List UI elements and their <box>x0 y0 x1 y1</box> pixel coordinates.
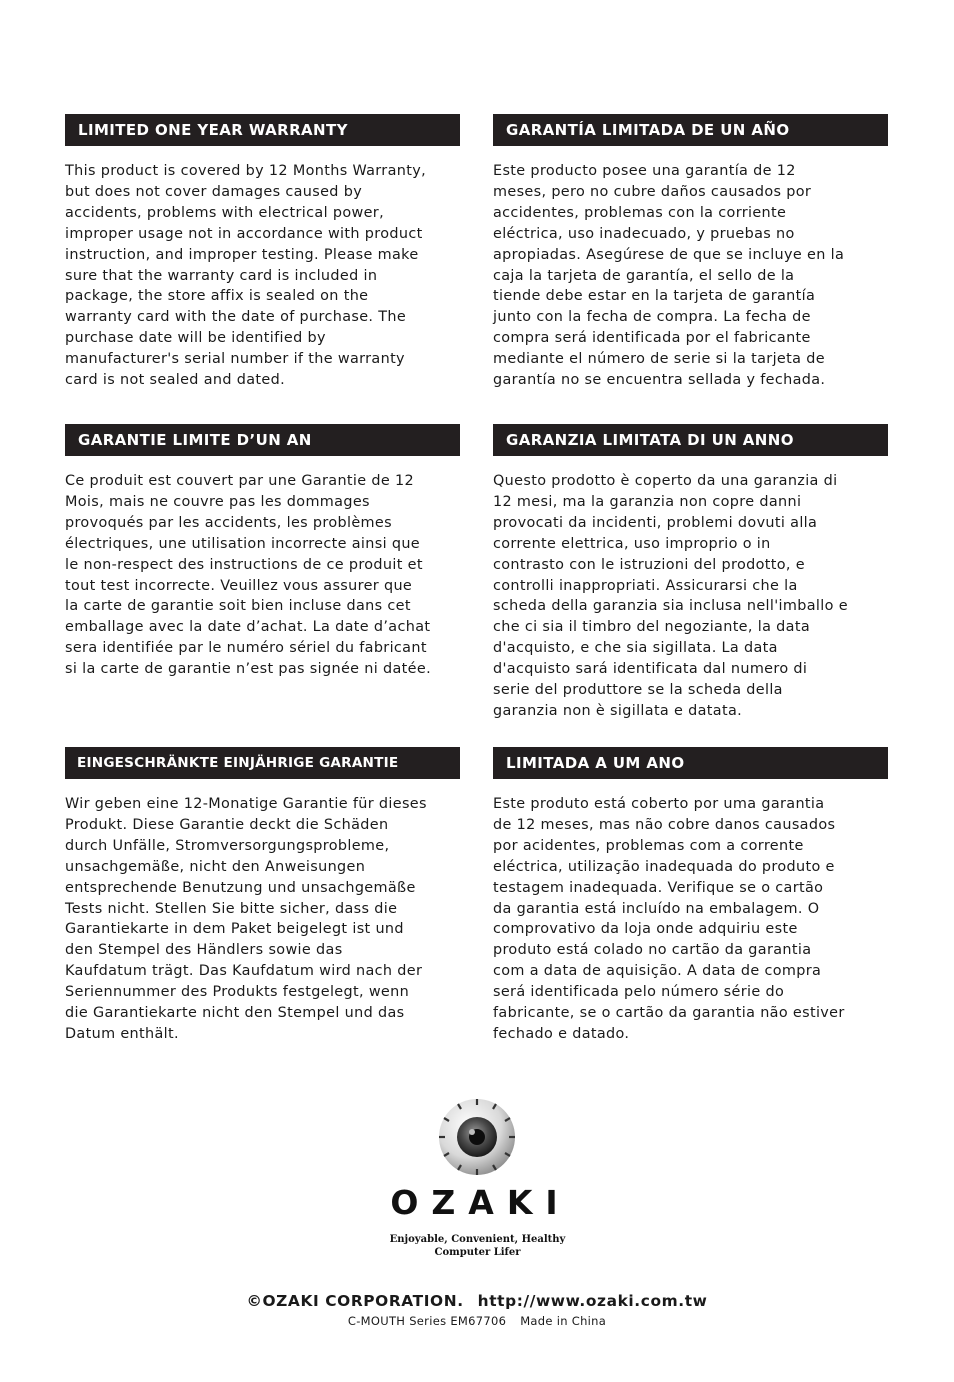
section-body-text: Ce produit est couvert par une Garantie de 12 Mois, mais ne couvre pas les dommages provoqués par les accidents, les problèmes électriques, une utilisation incorrecte ainsi que le non-respect des instructions de ce produit et tout test incorrecte. Veuillez vous assurer que la carte de garantie soit bien incluse dans cet emballage avec la date d’achat. La date d’achat sera identifiée par le numéro sériel du fabricant si la carte de garantie n’est pas signée ni datée. <box>65 473 432 678</box>
section-heading: EINGESCHRÄNKTE EINJÄHRIGE GARANTIE <box>65 747 460 779</box>
eye-clock-icon <box>435 1095 519 1179</box>
warranty-section-pt <box>493 747 888 1045</box>
website-link[interactable]: http://www.ozaki.com.tw <box>477 1292 708 1310</box>
section-heading: GARANTIE LIMITE D’UN AN <box>65 424 460 456</box>
copyright-line <box>0 1292 954 1310</box>
section-heading: LIMITADA A UM ANO <box>493 747 888 779</box>
warranty-section-de <box>65 747 460 1045</box>
warranty-section-en <box>65 114 460 391</box>
made-in-text: Made in China <box>520 1314 607 1328</box>
warranty-section-it <box>493 424 888 722</box>
tagline-line-1: Enjoyable, Convenient, Healthy <box>389 1234 566 1245</box>
warranty-section-fr <box>65 424 460 680</box>
section-heading: LIMITED ONE YEAR WARRANTY <box>65 114 460 146</box>
section-heading: GARANZIA LIMITATA DI UN ANNO <box>493 424 888 456</box>
section-body-text: Este producto posee una garantía de 12 meses, pero no cubre daños causados por accidentes, problemas con la corriente eléctrica, uso inadecuado, y pruebas no apropiadas. Asegúrese de que se incluye en la caja la tarjeta de garantía, el sello de la tiende debe estar en la tarjeta de garantía junto con la fecha de compra. La fecha de compra será identificada por el fabricante mediante el número de serie si la tarjeta de garantía no se encuentra sellada y fechada. <box>493 163 845 389</box>
section-body-text: Questo prodotto è coperto da una garanzia di 12 mesi, ma la garanzia non copre danni provocati da incidenti, problemi dovuti alla corrente elettrica, uso improprio o in contrasto con le istruzioni del prodotto, e controlli inappropriati. Assicurarsi che la scheda della garanzia sia inclusa nell'imballo e che ci sia il timbro del negoziante, la data d'acquisto, e che sia sigillata. La data d'acquisto sará identificata dal numero di serie del produttore se la scheda della garanzia non è sigillata e datata. <box>493 473 848 719</box>
ozaki-logo <box>380 1095 575 1270</box>
product-info-line <box>0 1314 954 1328</box>
tagline-line-2: Computer Lifer <box>434 1246 521 1258</box>
section-heading: GARANTÍA LIMITADA DE UN AÑO <box>493 114 888 146</box>
brand-name: OZAKI <box>390 1183 571 1222</box>
section-body-text: Este produto está coberto por uma garantia de 12 meses, mas não cobre danos causados por acidentes, problemas com a corrente eléctrica, utilização inadequada do produto e testagem inadequada. Verifique se o cartão da garantia está incluído na embalagem. O comprovativo da loja onde adquiriu este produto está colado no cartão da garantia com a data de aquisição. A data de compra será identificada pelo número série do fabricante, se o cartão da garantia não estiver fechado e datado. <box>493 796 845 1042</box>
section-body-text: This product is covered by 12 Months Warranty, but does not cover damages caused by accidents, problems with electrical power, improper usage not in accordance with product instruction, and improper testing. Please make sure that the warranty card is included in package, the store affix is sealed on the warranty card with the date of purchase. The purchase date will be identified by manufacturer's serial number if the warranty card is not sealed and dated. <box>65 163 426 389</box>
series-text: C-MOUTH Series EM67706 <box>347 1314 507 1328</box>
warranty-section-es <box>493 114 888 391</box>
brand-tagline <box>380 1234 575 1259</box>
section-body-text: Wir geben eine 12-Monatige Garantie für dieses Produkt. Diese Garantie deckt die Schäden durch Unfälle, Stromversorgungsprobleme, unsachgemäße, nicht den Anweisungen entsprechende Benutzung und unsachgemäße Tests nicht. Stellen Sie bitte sicher, dass die Garantiekarte in dem Paket beigelegt ist und den Stempel des Händlers sowie das Kaufdatum trägt. Das Kaufdatum wird nach der Seriennummer des Produkts festgelegt, wenn die Garantiekarte nicht den Stempel und das Datum enthält. <box>65 796 427 1042</box>
copyright-text: ©OZAKI CORPORATION. <box>246 1292 464 1310</box>
